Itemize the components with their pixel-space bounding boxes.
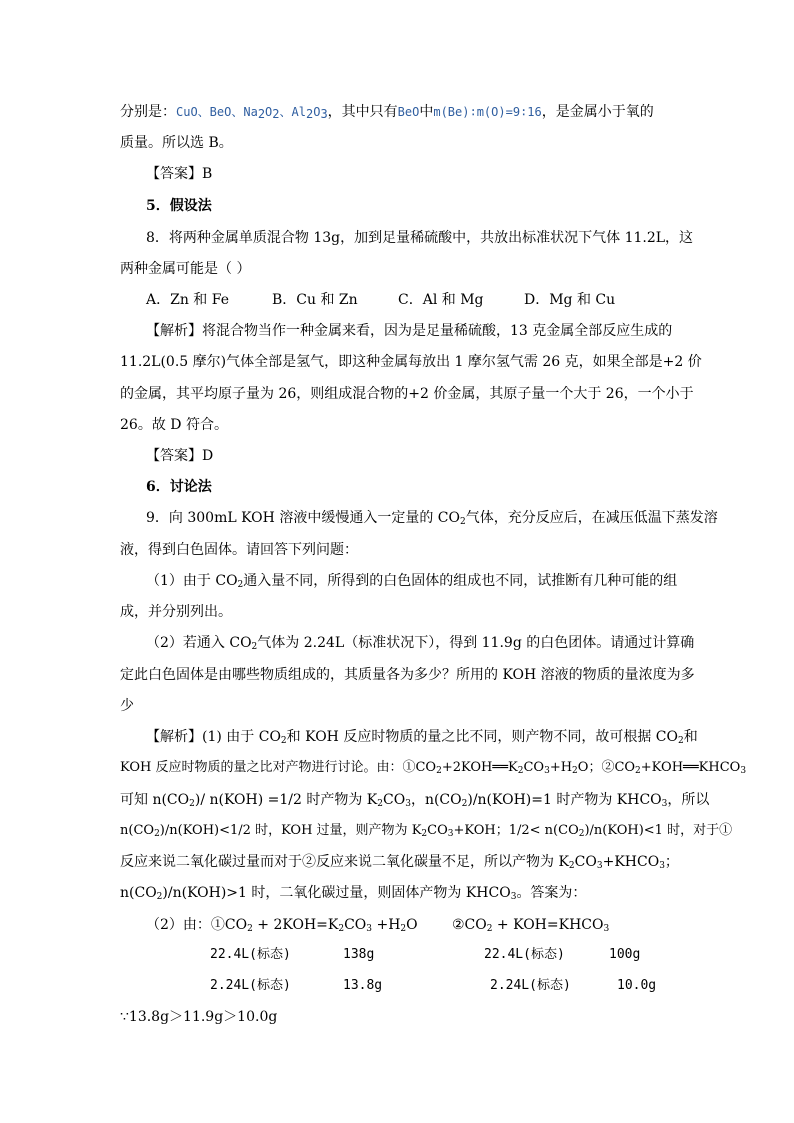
conclusion-text: ∵13.8g＞11.9g＞10.0g xyxy=(120,1009,278,1025)
option-d: D．Mg 和 Cu xyxy=(524,292,616,308)
answer-label: 【答案】B xyxy=(146,166,213,182)
table-cell: 13.8g xyxy=(343,978,383,993)
explanation-text: $n(CO_2)/n(KOH)>1$ 时，二氧化碳过量，则固体产物为 $KHCO_3$。答案为： xyxy=(120,885,587,902)
explanation-text: 反应来说二氧化碳过量而对于②反应来说二氧化碳量不足，所以产物为 $K_2CO_3+KHCO_3$； xyxy=(120,854,679,871)
section-heading: 6．讨论法 xyxy=(146,479,212,495)
section-heading: 5．假设法 xyxy=(146,198,212,214)
question-text: （1）由于 $CO_2$通入量不同，所得到的白色固体的组成也不同，试推断有几种可能的组 xyxy=(146,573,678,590)
text-line: 分别是：CuO、BeO、$Na_2O_2$、$Al_2O_3$，其中只有BeO中m(Be)∶m(O)=9∶16，是金属小于氧的 xyxy=(120,104,654,121)
answer-label: 【答案】D xyxy=(146,448,214,464)
question-text: 两种金属可能是（ ） xyxy=(120,261,251,277)
question-text: 8．将两种金属单质混合物 13g，加到足量稀硫酸中，共放出标准状况下气体 11.2L，这 xyxy=(146,230,694,246)
explanation-text: 可知 $n(CO_2)/$ n(KOH) =1/2 时产物为 $K_2CO_3$，$n(CO_2)/n(KOH)=1$ 时产物为 $KHCO_3$，所以 xyxy=(120,792,710,809)
question-text: 成，并分别列出。 xyxy=(120,604,232,620)
explanation-text: 11.2L(0.5 摩尔)气体全部是氢气，即这种金属每放出 1 摩尔氢气需 26 克，如果全部是+2 价 xyxy=(120,354,702,370)
explanation-text: $n(CO_2)/n(KOH)<1/2$ 时，KOH 过量，则产物为 $K_2CO_3+KOH$；$1/2< n(CO_2)/n(KOH)<1$ 时，对于① xyxy=(120,823,733,839)
explanation-text: 26。故 D 符合。 xyxy=(120,417,228,433)
table-cell: 22.4L(标态) xyxy=(210,947,291,962)
text-line: 质量。所以选 B。 xyxy=(120,135,233,151)
equation-right: $②CO_2$ + $KOH=KHCO_3$ xyxy=(452,917,610,934)
table-cell: 22.4L(标态) xyxy=(484,947,565,962)
table-cell: 100g xyxy=(609,947,641,962)
option-a: A．Zn 和 Fe xyxy=(146,292,229,308)
option-b: B．Cu 和 Zn xyxy=(272,292,358,308)
question-text: 液，得到白色固体。请回答下列问题： xyxy=(120,542,358,558)
equation-left: （2）由：$①CO_2 + 2KOH=K_2CO_3 +H_2O$ xyxy=(146,917,418,934)
question-text: 定此白色固体是由哪些物质组成的，其质量各为多少？所用的 KOH 溶液的物质的量浓度为多 xyxy=(120,667,695,683)
explanation-text: 【解析】将混合物当作一种金属来看，因为是足量稀硫酸，13 克金属全部反应生成的 xyxy=(146,323,673,339)
question-text: 9．向 300mL KOH 溶液中缓慢通入一定量的 $CO_2$气体，充分反应后，在减压低温下蒸发溶 xyxy=(146,510,718,527)
table-cell: 10.0g xyxy=(617,978,657,993)
question-text: 少 xyxy=(120,698,134,714)
explanation-text: 的金属，其平均原子量为 26，则组成混合物的+2 价金属，其原子量一个大于 26，一个小于 xyxy=(120,386,694,402)
table-cell: 2.24L(标态) xyxy=(490,978,571,993)
explanation-text: 【解析】(1) 由于 $CO_2$和 KOH 反应时物质的量之比不同，则产物不同，故可根据 $CO_2$和 xyxy=(146,729,698,746)
table-cell: 138g xyxy=(343,947,375,962)
question-text: （2）若通入 $CO_2$气体为 2.24L（标准状况下），得到 11.9g 的白色团体。请通过计算确 xyxy=(146,635,695,652)
table-cell: 2.24L(标态) xyxy=(210,978,291,993)
option-c: C．Al 和 Mg xyxy=(398,292,484,308)
explanation-text: KOH 反应时物质的量之比对产物进行讨论。由：$①CO_2+2KOH══K_2CO_3+H_2O$；$②CO_2+KOH══KHCO_3$ xyxy=(120,760,747,776)
